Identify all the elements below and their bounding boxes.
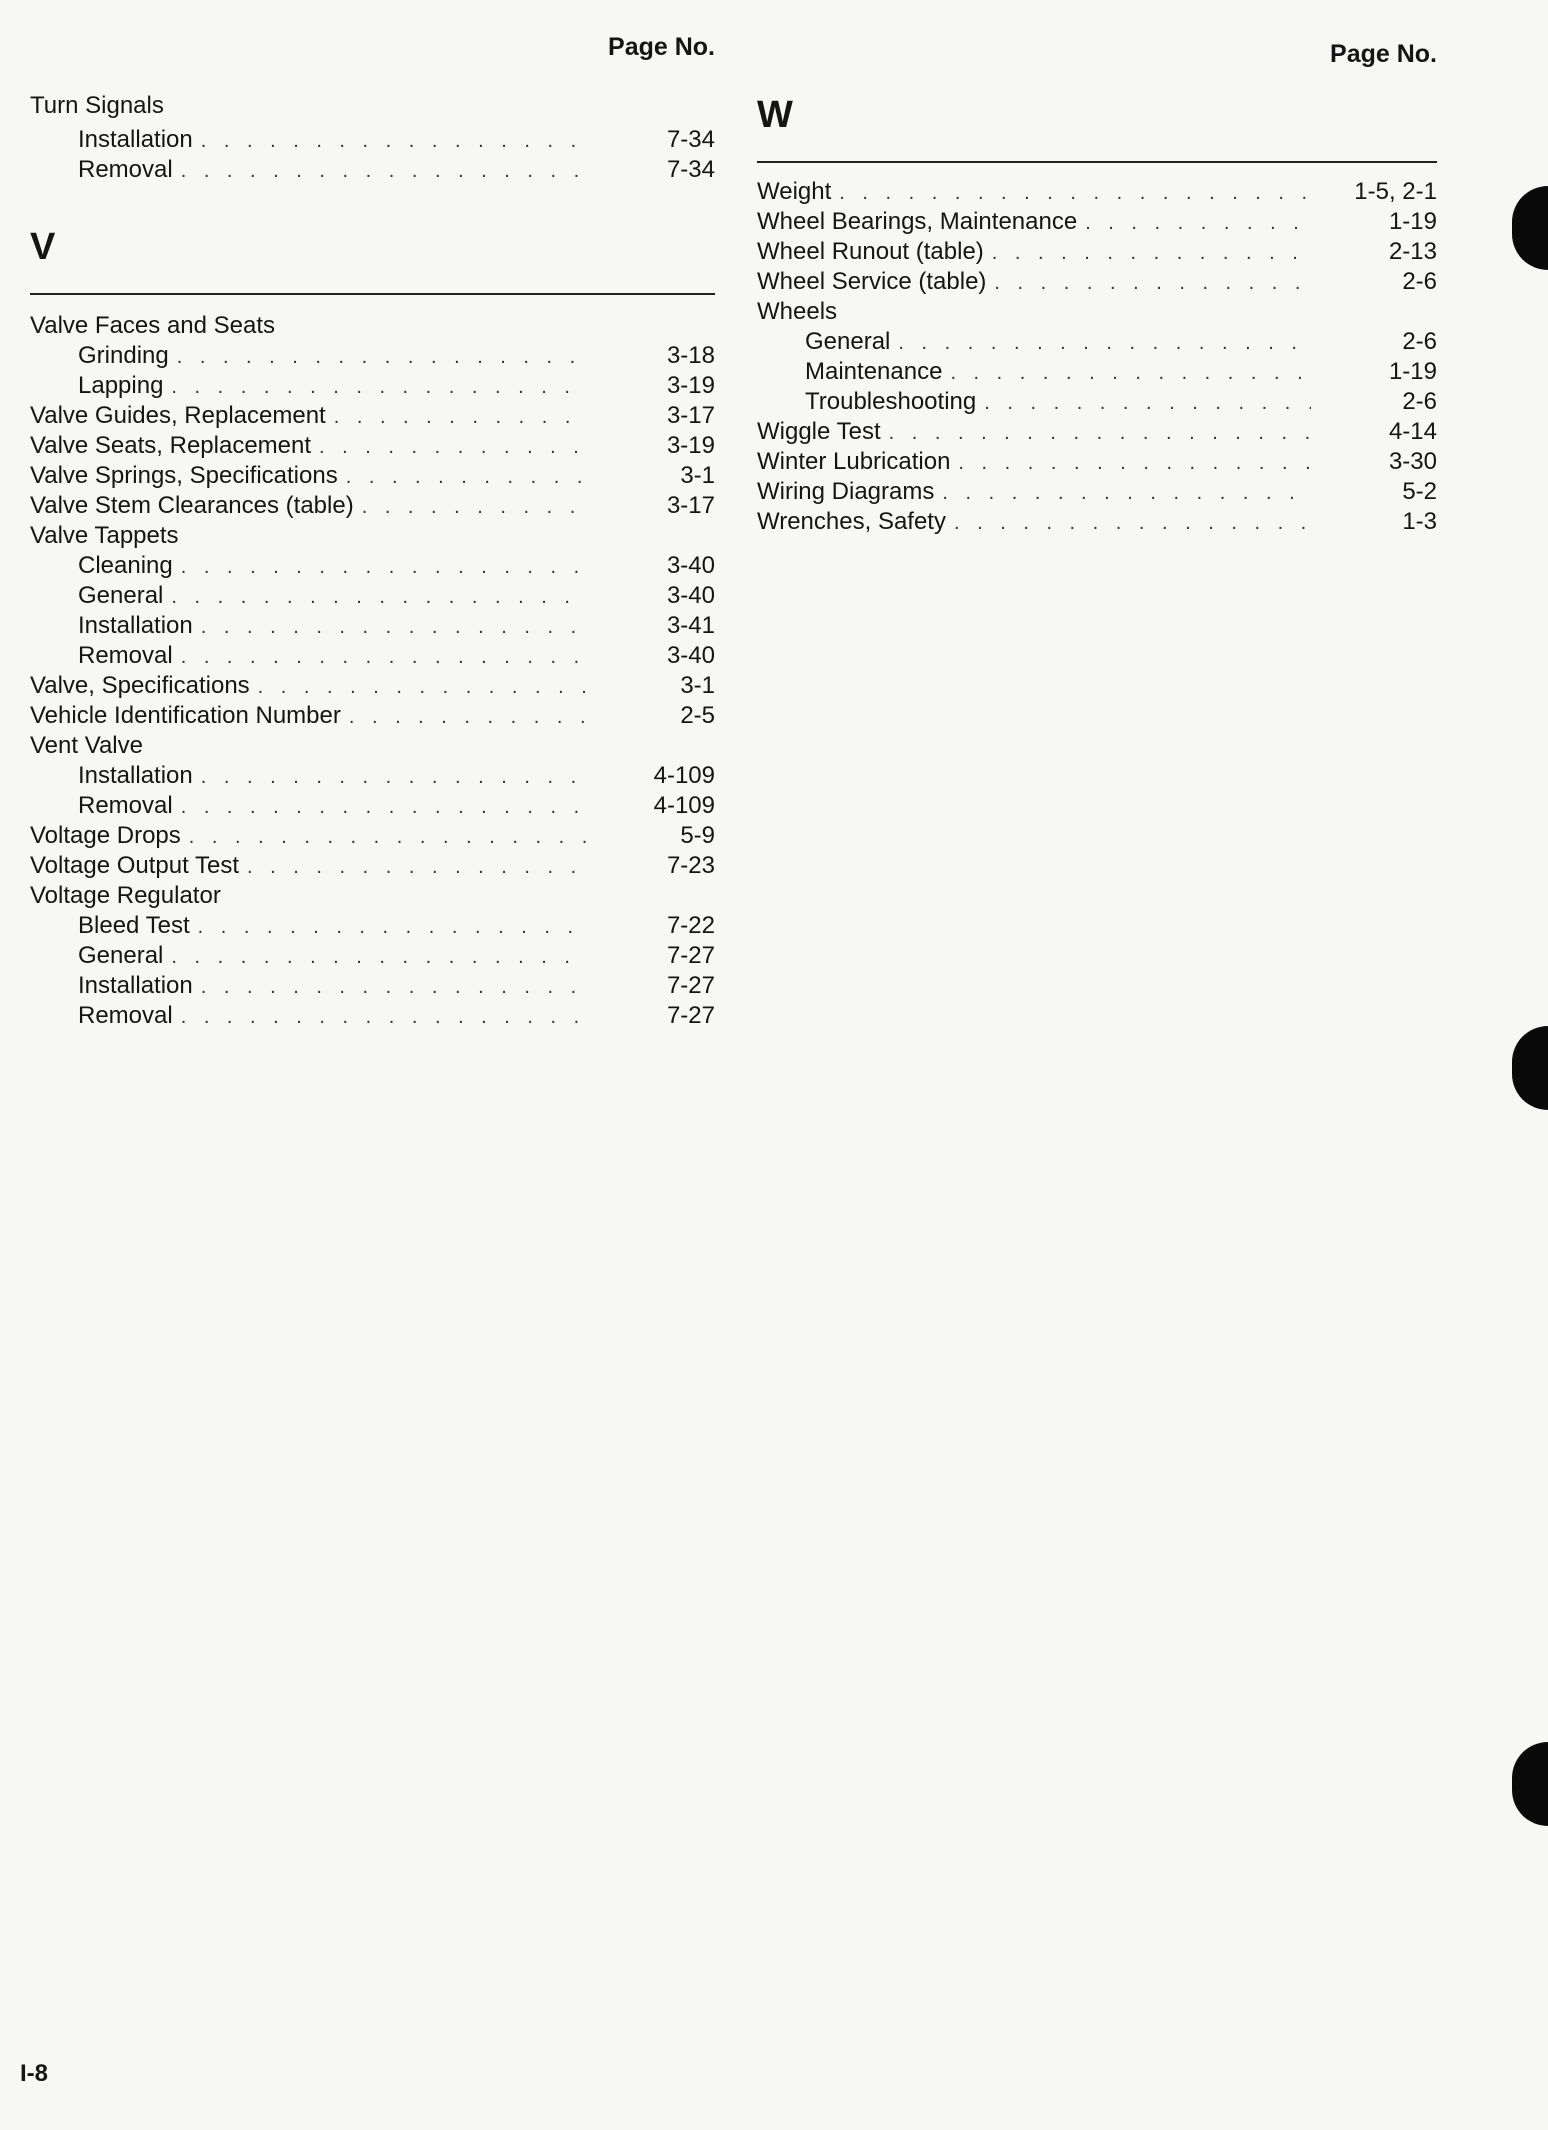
binder-hole <box>1512 1742 1548 1826</box>
index-entry: Wiring Diagrams . . . 5-2 <box>757 476 1437 508</box>
index-entry: Vent Valve <box>30 732 143 759</box>
index-entry: Valve Springs, Specifications . . . 3-1 <box>30 460 715 492</box>
index-subentry: Removal . . . 4-109 <box>30 790 715 822</box>
section-letter-w: W <box>757 94 793 136</box>
index-entry: Vehicle Identification Number . . . 2-5 <box>30 700 715 732</box>
page-no-header: Page No. <box>1330 40 1437 68</box>
index-subentry: Cleaning . . . 3-40 <box>30 550 715 582</box>
index-subentry: General . . . 7-27 <box>30 940 715 972</box>
index-entry: Wrenches, Safety . . . 1-3 <box>757 506 1437 538</box>
index-entry: Weight . . . 1-5, 2-1 <box>757 176 1437 208</box>
index-entry: Wheels <box>757 298 838 325</box>
index-subentry: Troubleshooting . . . 2-6 <box>757 386 1437 418</box>
index-entry: Valve Seats, Replacement . . . 3-19 <box>30 430 715 462</box>
section-rule <box>757 161 1437 163</box>
index-subentry: General . . . 3-40 <box>30 580 715 612</box>
index-entry: Wiggle Test . . . 4-14 <box>757 416 1437 448</box>
index-subentry: General . . . 2-6 <box>757 326 1437 358</box>
index-subentry: Removal . . . 3-40 <box>30 640 715 672</box>
index-entry: Valve Tappets <box>30 522 179 549</box>
index-subentry: Installation . . . 7-34 <box>30 124 715 156</box>
index-subentry: Lapping . . . 3-19 <box>30 370 715 402</box>
page-no-header: Page No. <box>608 33 715 61</box>
index-entry: Valve Faces and Seats <box>30 312 276 339</box>
index-subentry: Maintenance . . . 1-19 <box>757 356 1437 388</box>
section-letter-v: V <box>30 226 56 268</box>
index-entry: Wheel Bearings, Maintenance . . . 1-19 <box>757 206 1437 238</box>
index-subentry: Installation . . . 3-41 <box>30 610 715 642</box>
index-entry: Valve Guides, Replacement . . . 3-17 <box>30 400 715 432</box>
index-entry: Voltage Regulator <box>30 882 221 909</box>
page-number-footer: I-8 <box>20 2060 49 2087</box>
index-entry: Turn Signals <box>30 92 164 119</box>
index-entry: Valve, Specifications . . . 3-1 <box>30 670 715 702</box>
index-entry: Wheel Runout (table) . . . 2-13 <box>757 236 1437 268</box>
section-rule <box>30 293 715 295</box>
index-entry: Voltage Output Test . . . 7-23 <box>30 850 715 882</box>
index-subentry: Installation . . . 7-27 <box>30 970 715 1002</box>
index-entry: Voltage Drops . . . 5-9 <box>30 820 715 852</box>
binder-hole <box>1512 186 1548 270</box>
index-subentry: Bleed Test . . . 7-22 <box>30 910 715 942</box>
index-entry: Winter Lubrication . . . 3-30 <box>757 446 1437 478</box>
index-entry: Valve Stem Clearances (table) . . . 3-17 <box>30 490 715 522</box>
binder-hole <box>1512 1026 1548 1110</box>
index-subentry: Removal . . . 7-27 <box>30 1000 715 1032</box>
index-subentry: Installation . . . 4-109 <box>30 760 715 792</box>
index-subentry: Grinding . . . 3-18 <box>30 340 715 372</box>
index-subentry: Removal . . . 7-34 <box>30 154 715 186</box>
index-entry: Wheel Service (table) . . . 2-6 <box>757 266 1437 298</box>
